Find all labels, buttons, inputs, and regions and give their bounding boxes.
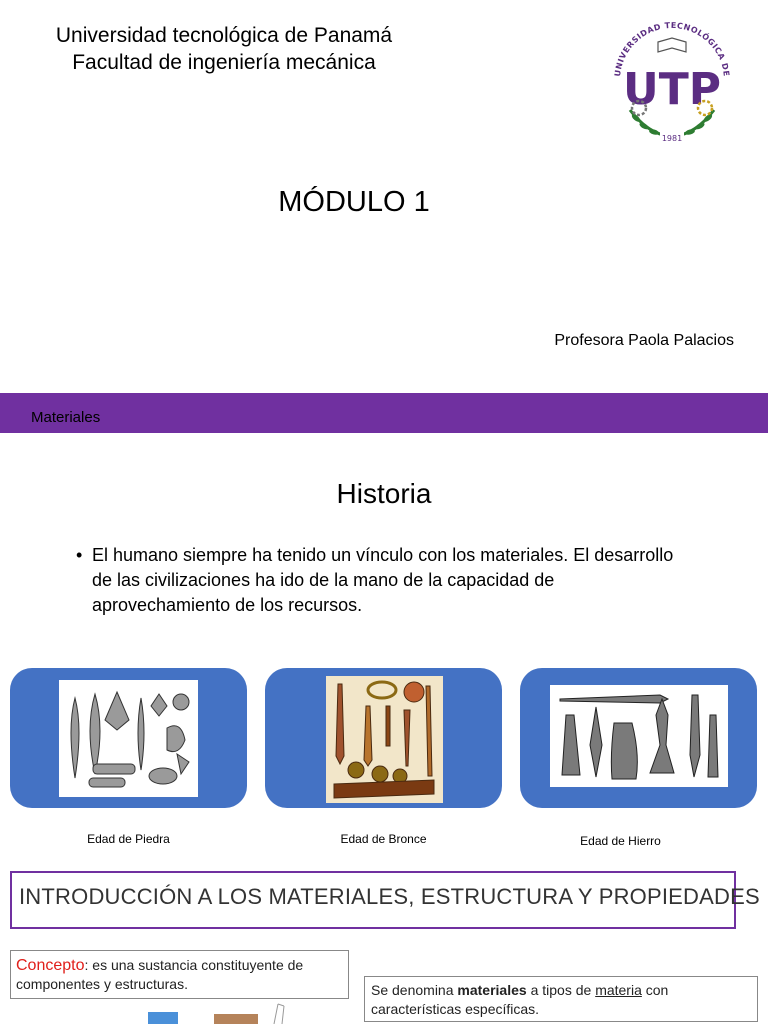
utp-logo (602, 14, 742, 144)
bullet-dot-icon: • (76, 545, 83, 565)
logo-arc-text: UNIVERSIDAD TECNOLÓGICA DE (613, 20, 731, 78)
stone-tools-illustration (59, 680, 198, 797)
definition-underlined: materia (595, 982, 642, 998)
historia-bullet (76, 543, 696, 618)
caption-edad-bronce: Edad de Bronce (340, 832, 427, 846)
card-edad-piedra (10, 668, 247, 808)
section-band-label: Materiales (31, 409, 101, 426)
intro-heading: INTRODUCCIÓN A LOS MATERIALES, ESTRUCTURA Y PROPIEDADES (19, 884, 760, 909)
bottom-partial-image-1 (148, 1012, 178, 1024)
definition-bold: materiales (457, 982, 527, 998)
definition-post: con características específicas. (371, 982, 669, 1017)
professor-name: Profesora Paola Palacios (554, 332, 734, 349)
definition-pre: Se denomina (371, 982, 458, 998)
faculty-name: Facultad de ingeniería mecánica (72, 51, 376, 74)
utp-logo-graphic (602, 14, 742, 144)
university-name: Universidad tecnológica de Panamá (55, 24, 393, 47)
module-title: MÓDULO 1 (278, 186, 430, 218)
stone-tools-image (59, 680, 198, 797)
bottom-partial-image-3 (270, 1002, 290, 1024)
iron-tools-image (550, 685, 728, 787)
concept-word: Concepto (16, 957, 85, 974)
materiales-definition (371, 981, 755, 1019)
caption-edad-piedra: Edad de Piedra (87, 832, 170, 846)
card-edad-hierro (520, 668, 757, 808)
card-edad-bronce (265, 668, 502, 808)
historia-title: Historia (336, 478, 432, 509)
logo-monogram: UTP (623, 64, 721, 115)
historia-bullet-text: El humano siempre ha tenido un vínculo con los materiales. El desarrollo de las civilizaciones ha ido de la mano de la capacidad de aprovechamiento de los recursos. (92, 545, 674, 615)
iron-tools-illustration (550, 685, 728, 787)
slide1-heading (0, 22, 448, 76)
bottom-partial-image-2 (214, 1014, 258, 1024)
logo-year: 1981 (661, 134, 683, 143)
concept-text (16, 956, 346, 994)
bronze-tools-image (326, 676, 443, 803)
definition-mid: a tipos de (526, 982, 596, 998)
bronze-tools-illustration (326, 676, 443, 803)
concept-definition: : es una sustancia constituyente de componentes y estructuras. (16, 957, 304, 992)
caption-edad-hierro: Edad de Hierro (580, 834, 661, 848)
section-band (0, 393, 768, 433)
